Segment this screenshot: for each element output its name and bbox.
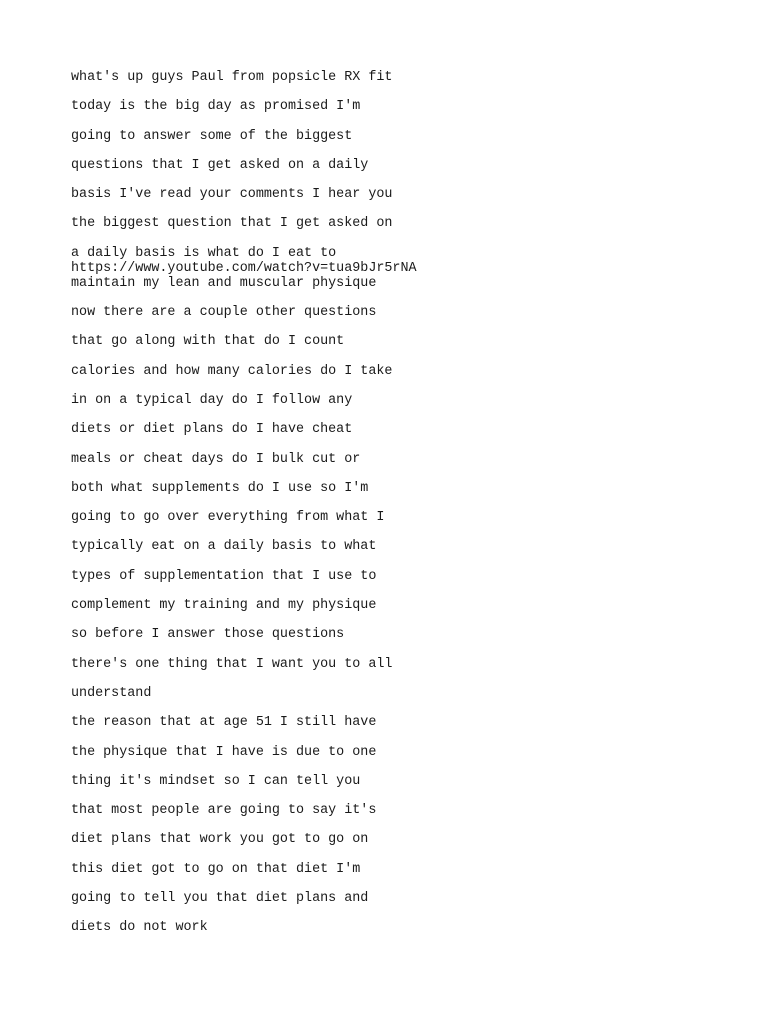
transcript-line: going to go over everything from what I bbox=[71, 510, 385, 526]
transcript-line: diets do not work bbox=[71, 920, 208, 936]
transcript-line: today is the big day as promised I'm bbox=[71, 99, 361, 115]
transcript-line: now there are a couple other questions bbox=[71, 305, 377, 321]
transcript-line: diets or diet plans do I have cheat bbox=[71, 422, 353, 438]
transcript-line: maintain my lean and muscular physique bbox=[71, 275, 377, 291]
transcript-line: there's one thing that I want you to all bbox=[71, 656, 393, 672]
transcript-line: thing it's mindset so I can tell you bbox=[71, 773, 361, 789]
transcript-line: that most people are going to say it's bbox=[71, 803, 377, 819]
transcript-line: the physique that I have is due to one bbox=[71, 744, 377, 760]
transcript-text bbox=[71, 70, 711, 950]
transcript-line: what's up guys Paul from popsicle RX fit bbox=[71, 70, 393, 85]
transcript-line: the reason that at age 51 I still have bbox=[71, 715, 377, 731]
transcript-line: a daily basis is what do I eat to bbox=[71, 245, 337, 261]
transcript-line: going to answer some of the biggest bbox=[71, 128, 353, 144]
transcript-line: diet plans that work you got to go on bbox=[71, 832, 369, 848]
transcript-line: this diet got to go on that diet I'm bbox=[71, 861, 361, 877]
transcript-line: basis I've read your comments I hear you bbox=[71, 187, 393, 203]
transcript-line: types of supplementation that I use to bbox=[71, 568, 377, 584]
transcript-line: so before I answer those questions bbox=[71, 627, 345, 643]
transcript-line: questions that I get asked on a daily bbox=[71, 157, 369, 173]
transcript-line: complement my training and my physique bbox=[71, 598, 377, 614]
transcript-line: typically eat on a daily basis to what bbox=[71, 539, 377, 555]
transcript-line: in on a typical day do I follow any bbox=[71, 392, 353, 408]
video-url: https://www.youtube.com/watch?v=tua9bJr5rNA bbox=[71, 260, 417, 276]
transcript-line: understand bbox=[71, 685, 152, 701]
transcript-line: meals or cheat days do I bulk cut or bbox=[71, 451, 361, 467]
transcript-line: that go along with that do I count bbox=[71, 334, 345, 350]
transcript-line: the biggest question that I get asked on bbox=[71, 216, 393, 232]
transcript-line: both what supplements do I use so I'm bbox=[71, 480, 369, 496]
transcript-line: calories and how many calories do I take bbox=[71, 363, 393, 379]
transcript-line: going to tell you that diet plans and bbox=[71, 891, 369, 907]
